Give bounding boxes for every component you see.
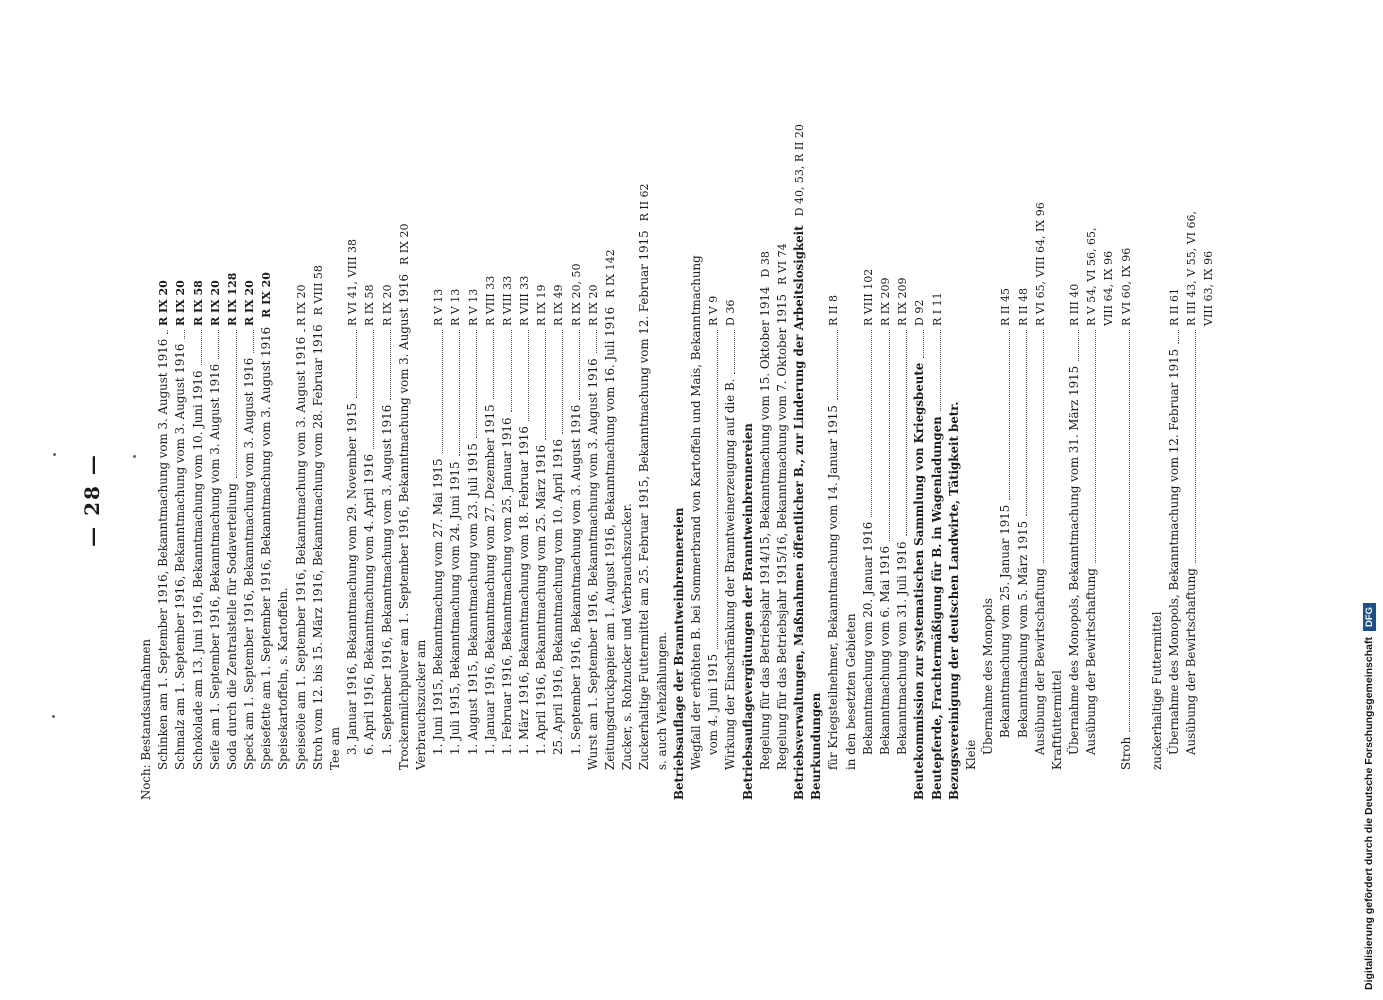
- entry-text: Kleie: [963, 739, 978, 770]
- entry-text: Stroh vom 12. bis 15. März 1916, Bekanntmachung vom 28. Februar 1916: [310, 324, 325, 770]
- dot-leader: [562, 330, 563, 434]
- index-line: [1118, 150, 1135, 800]
- index-line: [413, 150, 430, 800]
- index-line: [843, 150, 860, 800]
- entry-reference: R IX 209: [879, 277, 893, 326]
- entry-reference: R V 13: [432, 288, 446, 326]
- index-line: [1200, 150, 1217, 800]
- index-line: [379, 150, 396, 800]
- entry-reference: R V 13: [466, 288, 480, 326]
- index-line: [946, 150, 963, 800]
- entry-reference: D 36: [724, 299, 738, 326]
- index-entries: [138, 124, 1218, 800]
- entry-text: Tee am: [328, 727, 343, 770]
- dot-leader: [1178, 330, 1179, 344]
- index-line: [172, 150, 189, 800]
- entry-text: Zeitungsdruckpapier am 1. August 1916, Bekanntmachung vom 16. Juli 1916: [603, 306, 618, 770]
- entry-text: 6. April 1916, Bekanntmachung vom 4. April 1916: [362, 454, 377, 755]
- entry-reference: R V 54, VI 56, 65,: [1085, 227, 1099, 326]
- entry-reference: R VI 60, IX 96: [1119, 247, 1133, 326]
- entry-text: Speisekartoffeln, s. Kartoffeln.: [276, 587, 291, 770]
- index-line: [929, 150, 946, 800]
- entry-text: Wirkung der Einschränkung der Branntweinerzeugung auf die B.: [723, 378, 738, 770]
- index-line: [1166, 150, 1183, 800]
- entry-reference: VIII 63, IX 96: [1202, 250, 1216, 326]
- entry-text: Schokolade am 13. Juni 1916, Bekanntmachung vom 10. Juni 1916: [190, 370, 205, 770]
- index-line: [1149, 150, 1166, 800]
- dot-leader: [579, 330, 580, 400]
- index-line: [602, 150, 619, 800]
- dot-leader: [184, 330, 185, 339]
- dot-leader: [1009, 330, 1010, 500]
- entry-text: 1. Februar 1916, Bekanntmachung vom 25. Januar 1916: [499, 417, 514, 755]
- dot-leader: [356, 330, 357, 398]
- entry-reference: R VI 74: [775, 243, 789, 285]
- dot-leader: [511, 330, 512, 412]
- dot-leader: [1078, 330, 1079, 361]
- dot-leader: [459, 330, 460, 456]
- entry-text: Betriebsauflage der Branntweinbrennereien: [671, 507, 686, 800]
- dot-leader: [545, 330, 546, 440]
- dot-leader: [940, 330, 941, 411]
- entry-text: vom 4. Juni 1915: [706, 653, 721, 755]
- dot-leader: [528, 330, 529, 421]
- entry-reference: R IX 20: [157, 280, 171, 326]
- index-line: [155, 150, 172, 800]
- dot-leader: [871, 330, 872, 517]
- dot-leader: [236, 330, 237, 478]
- entry-text: Schinken am 1. September 1916, Bekanntmachung vom 3. August 1916: [156, 338, 171, 770]
- entry-text: Bekanntmachung vom 25. Januar 1915: [998, 504, 1013, 738]
- index-line: [1032, 150, 1049, 800]
- entry-text: 1. März 1916, Bekanntmachung vom 18. Februar 1916: [517, 426, 532, 755]
- entry-reference: R II 8: [827, 295, 841, 326]
- entry-text: 1. April 1916, Bekanntmachung vom 25. März 1916: [534, 444, 549, 755]
- index-line: [190, 150, 207, 800]
- index-line: [224, 150, 241, 800]
- entry-reference: R IX 58: [191, 280, 205, 326]
- index-line: [207, 150, 224, 800]
- index-line: [894, 150, 911, 800]
- dot-leader: [390, 330, 391, 400]
- index-line: [911, 150, 928, 800]
- entry-text: 3. Januar 1916, Bekanntmachung vom 29. November 1915: [345, 402, 360, 755]
- entry-reference: R VIII 33: [518, 275, 532, 326]
- index-line: [396, 150, 413, 800]
- entry-reference: R IX 20: [260, 272, 274, 318]
- index-line: [465, 150, 482, 800]
- index-line: [997, 150, 1014, 800]
- index-line: [808, 150, 825, 800]
- index-line: [327, 150, 344, 800]
- dot-leader: [734, 330, 735, 374]
- entry-text: Seife am 1. September 1916, Bekanntmachung vom 3. August 1916: [207, 363, 222, 770]
- entry-text: Betriebsverwaltungen, Maßnahmen öffentlicher B., zur Linderung der Arbeitslosigkeit: [792, 225, 807, 800]
- entry-text: Regelung für das Betriebsjahr 1914/15, Bekanntmachung vom 15. Oktober 1914: [757, 286, 772, 770]
- dot-leader: [1129, 330, 1130, 732]
- index-line: [757, 150, 774, 800]
- index-line: [740, 150, 757, 800]
- entry-reference: R IX 20: [380, 284, 394, 326]
- index-line: [585, 150, 602, 800]
- index-line: [258, 150, 275, 800]
- entry-reference: R III 40: [1068, 283, 1082, 326]
- index-line: [1183, 150, 1200, 800]
- entry-reference: R IX 20, 50: [569, 263, 583, 326]
- entry-text: 1. September 1916, Bekanntmachung vom 3. August 1916: [379, 404, 394, 755]
- entry-reference: R III 43, V 55, VI 66,: [1185, 210, 1199, 326]
- dot-leader: [1043, 330, 1044, 563]
- scan-speck: [133, 455, 136, 458]
- index-line: [533, 150, 550, 800]
- index-line: [826, 150, 843, 800]
- entry-reference: R VI 65, VIII 64, IX 96: [1033, 202, 1047, 326]
- index-line: [636, 150, 653, 800]
- entry-text: 25. April 1916, Bekanntmachung vom 10. April 1916: [551, 439, 566, 755]
- entry-text: Stroh: [1118, 736, 1133, 770]
- index-line: [705, 150, 722, 800]
- entry-text: Übernahme des Monopols: [981, 598, 996, 755]
- index-line: [482, 150, 499, 800]
- entry-text: Beurkundungen: [809, 692, 824, 800]
- entry-reference: R IX 58: [363, 284, 377, 326]
- dot-leader: [201, 330, 202, 365]
- entry-reference: VIII 64, IX 96: [1102, 250, 1116, 326]
- entry-text: Wurst am 1. September 1916, Bekanntmachung vom 3. August 1916: [585, 358, 600, 770]
- dot-leader: [717, 330, 718, 649]
- index-line: [860, 150, 877, 800]
- scan-speck: [53, 453, 56, 456]
- entry-text: Betriebsauflagevergütungen der Branntweinbrennereien: [740, 423, 755, 800]
- digitization-credit: [1360, 10, 1378, 990]
- entry-reference: R IX 20: [208, 280, 222, 326]
- dot-leader: [1026, 330, 1027, 516]
- index-line: [276, 150, 293, 800]
- dfg-logo-icon: DFG: [1363, 603, 1376, 631]
- index-line: [774, 150, 791, 800]
- entry-text: Bekanntmachung vom 5. März 1915: [1015, 520, 1030, 738]
- entry-reference: R IX 20: [397, 223, 411, 265]
- entry-reference: D 92: [913, 299, 927, 326]
- index-line: [138, 150, 155, 800]
- dot-leader: [837, 330, 838, 400]
- dot-leader: [373, 330, 374, 449]
- entry-text: 1. August 1915, Bekanntmachung vom 23. Juli 1915: [465, 443, 480, 755]
- entry-text: Trockenmilchpulver am 1. September 1916, Bekanntmachung vom 3. August 1916: [396, 273, 411, 770]
- entry-reference: R IX 209: [896, 277, 910, 326]
- entry-reference: R II 45: [999, 288, 1013, 326]
- entry-text: Übernahme des Monopols, Bekanntmachung vom 31. März 1915: [1067, 365, 1082, 755]
- entry-reference: R V 13: [449, 288, 463, 326]
- index-line: [1066, 150, 1083, 800]
- index-line: [568, 150, 585, 800]
- dot-leader: [218, 330, 219, 359]
- entry-text: 1. Januar 1916, Bekanntmachung vom 27. Dezember 1915: [482, 404, 497, 755]
- entry-text: Zucker, s. Rohzucker und Verbrauchszucker.: [620, 503, 635, 770]
- dot-leader: [1195, 330, 1196, 563]
- entry-text: Beutekommission zur systematischen Sammlung von Kriegsbeute: [912, 362, 927, 800]
- entry-reference: R II 61: [1168, 288, 1182, 326]
- entry-text: Speiseöle am 1. September 1916, Bekanntmachung vom 3. August 1916: [293, 336, 308, 770]
- entry-reference: R IX 20: [586, 284, 600, 326]
- index-line: [310, 150, 327, 800]
- entry-text: Speisefette am 1. September 1916, Bekanntmachung vom 3. August 1916: [259, 326, 274, 770]
- entry-text: Ausübung der Bewirtschaftung: [1032, 568, 1047, 755]
- entry-text: Bekanntmachung vom 20. Januar 1916: [860, 521, 875, 755]
- index-line: [688, 150, 705, 800]
- scan-speck: [52, 715, 55, 718]
- entry-text: in den besetzten Gebieten: [843, 613, 858, 770]
- dot-leader: [1095, 330, 1096, 563]
- index-line: [447, 150, 464, 800]
- dot-leader: [906, 330, 907, 536]
- entry-text: Bezugsvereinigung der deutschen Landwirte, Tätigkeit betr.: [946, 401, 961, 800]
- page-number: — 28 —: [80, 453, 104, 547]
- index-line: [980, 150, 997, 800]
- entry-text: Beutepferde, Frachtermäßigung für B. in Wagenladungen: [929, 416, 944, 800]
- entry-text: Ausübung der Bewirtschaftung: [1184, 568, 1199, 755]
- index-line: [1101, 150, 1118, 800]
- entry-text: Kraftfuttermittel: [1049, 670, 1064, 770]
- entry-reference: R IX 128: [225, 272, 239, 326]
- entry-text: Noch: Bestandsaufnahmen: [138, 638, 153, 800]
- index-line: [654, 150, 671, 800]
- dot-leader: [167, 330, 168, 334]
- index-line: [241, 150, 258, 800]
- index-line: [551, 150, 568, 800]
- entry-reference: R II 48: [1016, 288, 1030, 326]
- index-line: [791, 124, 808, 800]
- entry-reference: R IX 20: [294, 284, 308, 326]
- dot-leader: [442, 330, 443, 453]
- index-line: [1015, 150, 1032, 800]
- entry-reference: R VIII 58: [311, 265, 325, 316]
- entry-reference: R VIII 102: [861, 268, 875, 326]
- entry-reference: R VIII 33: [500, 275, 514, 326]
- entry-reference: R IX 20: [243, 280, 257, 326]
- dot-leader: [253, 330, 254, 353]
- index-line: [722, 150, 739, 800]
- index-line: [344, 150, 361, 800]
- entry-reference: R IX 19: [535, 284, 549, 326]
- index-line: [671, 150, 688, 800]
- entry-text: s. auch Viehzählungen.: [654, 631, 669, 770]
- dot-leader: [493, 330, 494, 399]
- entry-text: Ausübung der Bewirtschaftung: [1084, 568, 1099, 755]
- entry-text: Speck am 1. September 1916, Bekanntmachung vom 3. August 1916: [242, 357, 257, 770]
- entry-text: zuckerhaltige Futtermittel: [1149, 611, 1164, 770]
- entry-reference: R II 62: [638, 183, 652, 222]
- entry-text: 1. September 1916, Bekanntmachung vom 3. August 1916: [568, 404, 583, 755]
- dot-leader: [596, 330, 597, 353]
- entry-text: Soda durch die Zentralstelle für Sodaverteilung: [224, 483, 239, 770]
- entry-text: Zuckerhaltige Futtermittel am 25. Februar 1915, Bekanntmachung vom 12. Februar 1915: [637, 230, 652, 770]
- index-line: [1083, 150, 1100, 800]
- entry-text: Verbrauchszucker am: [413, 639, 428, 770]
- entry-text: Schmalz am 1. September 1916, Bekanntmachung vom 3. August 1916: [173, 343, 188, 770]
- entry-text: Bekanntmachung vom 6. Mai 1916: [878, 545, 893, 755]
- index-line: [361, 150, 378, 800]
- index-line: [516, 150, 533, 800]
- entry-reference: R I 11: [930, 292, 944, 326]
- credit-text: Digitalisierung gefördert durch die Deutsche Forschungsgemeinschaft: [1363, 637, 1375, 990]
- entry-reference: R IX 20: [174, 280, 188, 326]
- index-line: [877, 150, 894, 800]
- entry-text: für Kriegsteilnehmer, Bekanntmachung vom 14. Januar 1915: [826, 405, 841, 770]
- entry-text: Wegfall der erhöhten B. bei Sommerbrand von Kartoffeln und Mais, Bekanntmachung: [688, 255, 703, 770]
- entry-reference: R V 9: [707, 295, 721, 326]
- dot-leader: [304, 330, 305, 332]
- dot-leader: [889, 330, 890, 541]
- entry-reference: R IX 142: [604, 249, 618, 298]
- entry-reference: R VIII 33: [483, 275, 497, 326]
- entry-text: Regelung für das Betriebsjahr 1915/16, Bekanntmachung vom 7. Oktober 1915: [774, 294, 789, 770]
- index-line: [499, 150, 516, 800]
- entry-text: Bekanntmachung vom 31. Juli 1916: [895, 541, 910, 755]
- entry-text: 1. Juni 1915, Bekanntmachung vom 27. Mai 1915: [431, 458, 446, 755]
- index-line: [430, 150, 447, 800]
- entry-text: 1. Juli 1915, Bekanntmachung vom 24. Juni 1915: [448, 461, 463, 755]
- index-line: [963, 150, 980, 800]
- entry-reference: D 40, 53, R II 20: [793, 124, 807, 217]
- dot-leader: [923, 330, 924, 358]
- entry-reference: D 38: [758, 251, 772, 278]
- index-line: [293, 150, 310, 800]
- index-line: [619, 150, 636, 800]
- dot-leader: [476, 330, 477, 438]
- entry-reference: R IX 49: [552, 284, 566, 326]
- entry-text: Übernahme des Monopols, Bekanntmachung vom 12. Februar 1915: [1167, 348, 1182, 755]
- index-line: [1049, 150, 1066, 800]
- entry-reference: R VI 41, VIII 38: [346, 238, 360, 326]
